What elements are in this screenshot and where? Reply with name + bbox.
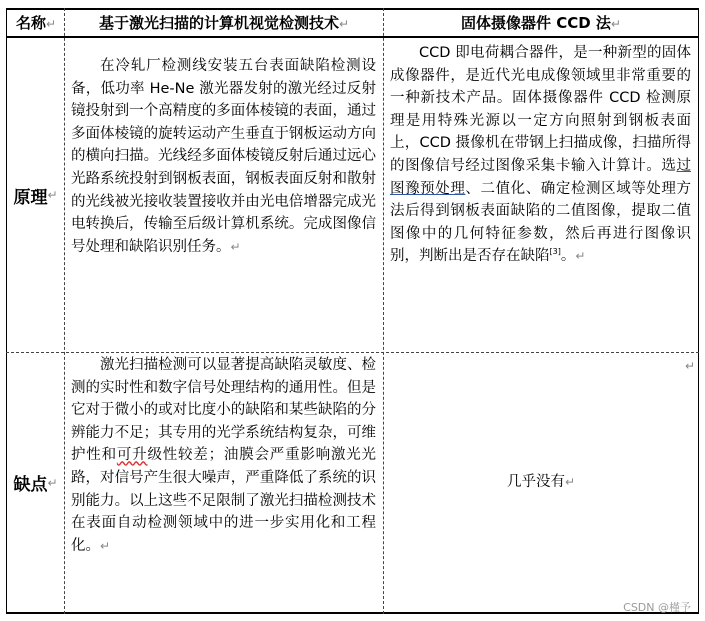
header-laser-cell xyxy=(66,12,382,36)
laser-principle-cell xyxy=(71,55,376,351)
column-divider-1 xyxy=(64,8,65,614)
header-ccd-cell xyxy=(385,12,697,36)
header-ccd: 固体摄像器件 CCD 法 xyxy=(461,14,611,32)
ccd-drawbacks-cell xyxy=(385,353,697,612)
cell-mark: ↵ xyxy=(47,188,58,202)
watermark: CSDN @槿予 xyxy=(623,601,691,614)
para-mark: ↵ xyxy=(575,249,586,264)
comparison-table xyxy=(6,8,699,614)
header-name-cell xyxy=(8,12,64,36)
header-laser: 基于激光扫描的计算机视觉检测技术 xyxy=(98,14,339,32)
citation-ref[interactable]: [3] xyxy=(549,247,561,257)
cell-mark: ↵ xyxy=(45,17,57,31)
row-label-drawbacks-cell xyxy=(7,353,64,612)
spellcheck-flag: 可升 xyxy=(116,447,148,464)
para-mark: ↵ xyxy=(230,239,241,254)
para-mark: ↵ xyxy=(100,538,111,553)
table-top-border xyxy=(6,8,699,10)
table-right-border xyxy=(698,8,699,614)
laser-drawbacks-cell xyxy=(71,354,376,612)
cell-mark: ↵ xyxy=(338,17,350,31)
laser-principle-text: 在冷轧厂检测线安装五台表面缺陷检测设备，低功率 He-Ne 激光器发射的激光经过反射镜投射到一个高精度的多面体棱镜的表面，通过多面体棱镜的旋转运动产生垂直于钢板运动方向的横向扫描。光线经多面体棱镜反射后通过远心光路系统投射到钢板表面，钢板表面反射和散射的光线被光接收装置接收并由光电倍增器完成光电转换后，传输至后级计算机系统。完成图像信号处理和缺陷识别任务。↵ xyxy=(71,58,376,255)
column-divider-2 xyxy=(383,8,384,614)
para-mark: ↵ xyxy=(564,475,576,489)
table-bottom-border xyxy=(6,612,699,614)
laser-drawbacks-text: 激光扫描检测可以显著提高缺陷灵敏度、检测的实时性和数字信号处理结构的通用性。但是它对于微小的或对比度小的缺陷和某些缺陷的分辨能力不足；其专用的光学系统结构复杂，可维护性和可升级性较差；油膜会严重影响激光光路，对信号产生很大噪声，严重降低了系统的识别能力。以上这些不足限制了激光扫描检测技术在表面自动检测领域中的进一步实用化和工程化。↵ xyxy=(71,357,376,554)
hyperlinked-term[interactable]: 过图豫预处理 xyxy=(390,157,691,197)
cell-mark: ↵ xyxy=(47,475,58,490)
row-label-principle-cell xyxy=(7,38,64,352)
ccd-principle-cell xyxy=(390,42,691,352)
row-label-drawbacks: 缺点 xyxy=(13,475,48,495)
ccd-drawbacks-text: 几乎没有↵ xyxy=(506,474,576,490)
row-label-principle: 原理 xyxy=(13,187,48,208)
ccd-principle-text: CCD 即电荷耦合器件，是一种新型的固体成像器件，是近代光电成像领域里非常重要的一种新技术产品。固体摄像器件 CCD 检测原理是用特殊光源以一定方向照射到钢板表面上，CCD 摄像机在带钢上扫描成像，扫描所得的图像信号经过图像采集卡输入计算计。选过图豫预处理、二值化、确定检测区域等处理方法后得到钢板表面缺陷的二值图像，提取二值图像中的几何特征参数，然后再进行图像识别，判断出是否存在缺陷[3]。↵ xyxy=(390,45,691,265)
header-bottom-border xyxy=(6,36,699,38)
cell-mark: ↵ xyxy=(684,359,695,373)
header-name: 名称 xyxy=(15,14,46,32)
cell-mark: ↵ xyxy=(610,17,621,31)
